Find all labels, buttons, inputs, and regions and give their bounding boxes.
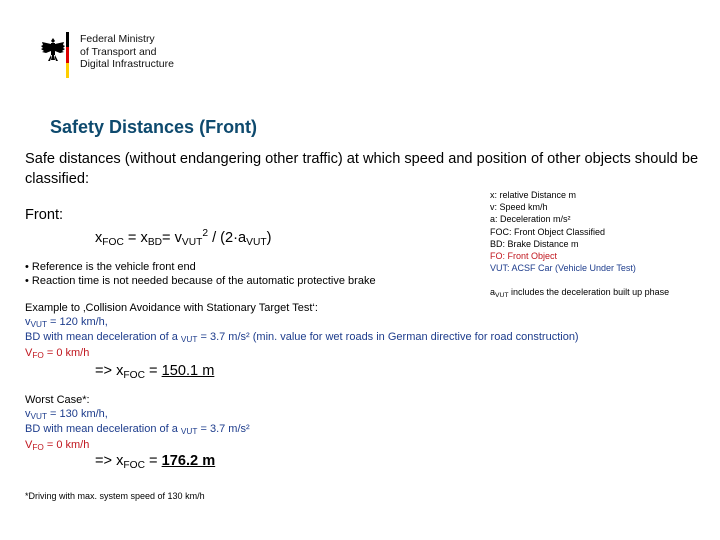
- avut-note: [490, 287, 669, 299]
- result-worst-case: [95, 453, 215, 471]
- example-object-speed: [25, 347, 579, 363]
- legend-item: a: Deceleration m/s²: [490, 214, 571, 225]
- formula-sub-vut2: VUT: [246, 237, 267, 248]
- ministry-line: Federal Ministry: [80, 33, 155, 45]
- ministry-line: Digital Infrastructure: [80, 58, 174, 70]
- flag-stripe-gold: [66, 63, 69, 78]
- legend-item: FOC: Front Object Classified: [490, 226, 606, 237]
- worst-bd-sub: VUT: [180, 427, 198, 436]
- formula-eq: = x: [123, 230, 148, 246]
- example-speed: [25, 316, 579, 332]
- formula-div: / (2·a: [208, 230, 247, 246]
- formula-x: x: [95, 230, 103, 246]
- formula-eq2: = v: [162, 230, 182, 246]
- formula-sub-bd: BD: [147, 237, 163, 248]
- result-example: [95, 363, 214, 381]
- flag-stripe-black: [66, 32, 69, 47]
- result2-sub: FOC: [123, 460, 145, 471]
- worst-fo-v: V: [25, 438, 33, 451]
- result2-value: 176.2 m: [161, 453, 216, 469]
- example-bd-text: BD with mean deceleration of a: [25, 331, 181, 343]
- example-fo-sub: FO: [32, 350, 44, 360]
- formula-square: 2: [202, 228, 209, 239]
- example-fo-v: V: [25, 346, 33, 359]
- ministry-name: [80, 33, 174, 71]
- formula-sub-foc: FOC: [102, 237, 124, 248]
- result1-eq: =: [144, 363, 162, 379]
- distance-formula: [95, 228, 271, 248]
- worst-case-block: [25, 394, 250, 454]
- avut-sub: VUT: [495, 292, 509, 299]
- result2-prefix: => x: [95, 453, 124, 469]
- ministry-line: of Transport and: [80, 45, 157, 58]
- worst-speed-sub: VUT: [30, 411, 47, 421]
- example-speed-value: = 120 km/h,: [47, 315, 108, 328]
- notes-list: [25, 261, 376, 288]
- worst-speed-v: v: [25, 407, 31, 420]
- worst-speed: [25, 408, 250, 424]
- avut-text: includes the deceleration built up phase: [508, 287, 670, 297]
- eagle-icon: [40, 36, 66, 66]
- flag-stripe-red: [66, 47, 69, 62]
- flag-bar: [66, 32, 69, 78]
- worst-fo-sub: FO: [32, 442, 44, 452]
- intro-text: Safe distances (without endangering other traffic) at which speed and position of other objects should be classified:: [25, 151, 699, 187]
- result1-value: 150.1 m: [161, 363, 215, 379]
- result1-prefix: => x: [95, 363, 124, 379]
- formula-sub-vut: VUT: [181, 237, 203, 248]
- result1-sub: FOC: [123, 370, 145, 381]
- example-block: [25, 302, 579, 362]
- example-fo-value: = 0 km/h: [43, 346, 90, 359]
- worst-bd-value: = 3.7 m/s²: [197, 423, 250, 435]
- worst-bd-text: BD with mean deceleration of a: [25, 423, 181, 435]
- note-item: • Reaction time is not needed because of the automatic protective brake: [25, 274, 376, 287]
- example-heading: Example to ‚Collision Avoidance with Stationary Target Test‘:: [25, 302, 318, 314]
- worst-object-speed: [25, 439, 250, 455]
- example-deceleration: [25, 331, 579, 347]
- worst-deceleration: [25, 423, 250, 439]
- legend-item: VUT: ACSF Car (Vehicle Under Test): [490, 263, 636, 274]
- front-label: Front:: [25, 207, 64, 223]
- avut-a: a: [490, 287, 496, 297]
- footnote: *Driving with max. system speed of 130 km/h: [25, 491, 205, 501]
- worst-heading: Worst Case*:: [25, 394, 90, 406]
- example-bd-value: = 3.7 m/s² (min. value for wet roads in German directive for road construction): [197, 331, 579, 343]
- formula-close: ): [266, 230, 272, 246]
- note-item: • Reference is the vehicle front end: [25, 261, 196, 273]
- page-title: Safety Distances (Front): [50, 117, 258, 137]
- ministry-logo: [36, 32, 186, 78]
- example-bd-sub: VUT: [180, 335, 198, 344]
- legend-list: [490, 189, 636, 274]
- legend-item: v: Speed km/h: [490, 202, 548, 213]
- worst-speed-value: = 130 km/h,: [47, 407, 108, 420]
- example-speed-sub: VUT: [30, 319, 47, 329]
- result2-eq: =: [144, 453, 162, 469]
- legend-item: BD: Brake Distance m: [490, 238, 579, 249]
- legend-item: FO: Front Object: [490, 251, 558, 262]
- example-speed-v: v: [25, 315, 31, 328]
- legend-item: x: relative Distance m: [490, 190, 577, 200]
- worst-fo-value: = 0 km/h: [43, 438, 90, 451]
